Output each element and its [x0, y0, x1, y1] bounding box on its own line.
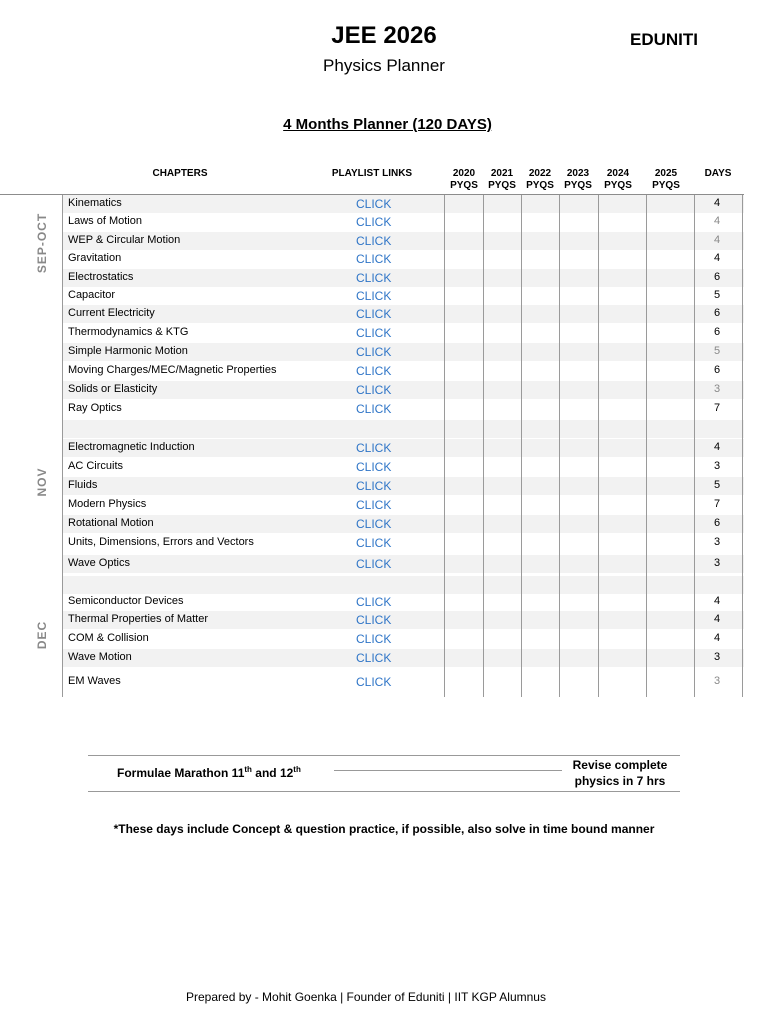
month-label-nov: NOV [35, 467, 49, 497]
brand-name: EDUNITI [630, 30, 698, 49]
playlist-link[interactable]: CLICK [356, 536, 392, 550]
page-title: JEE 2026 [331, 22, 437, 49]
row-stripe [62, 576, 744, 594]
chapter-name: WEP & Circular Motion [68, 234, 181, 246]
chapter-days: 3 [713, 536, 721, 548]
playlist-link[interactable]: CLICK [356, 460, 392, 474]
playlist-link[interactable]: CLICK [356, 498, 392, 512]
column-divider [62, 195, 63, 697]
chapter-days: 6 [713, 271, 721, 283]
chapter-name: Moving Charges/MEC/Magnetic Properties [68, 364, 277, 376]
column-divider [521, 195, 522, 697]
chapter-days: 4 [713, 234, 721, 246]
chapter-name: Current Electricity [68, 307, 155, 319]
playlist-link[interactable]: CLICK [356, 307, 392, 321]
chapter-days: 3 [713, 675, 721, 687]
playlist-link[interactable]: CLICK [356, 215, 392, 229]
playlist-link[interactable]: CLICK [356, 364, 392, 378]
playlist-link[interactable]: CLICK [356, 517, 392, 531]
chapter-name: Capacitor [68, 289, 116, 301]
chapter-days: 5 [713, 289, 721, 301]
chapter-days: 4 [713, 252, 721, 264]
chapter-days: 6 [713, 364, 721, 376]
year-header-2025: 2025 PYQS [652, 168, 680, 191]
year-header-2024: 2024 PYQS [604, 168, 632, 191]
chapter-name: EM Waves [68, 675, 121, 687]
chapter-name: Electrostatics [68, 271, 134, 283]
row-stripe [62, 305, 744, 323]
playlist-link[interactable]: CLICK [356, 289, 392, 303]
playlist-link[interactable]: CLICK [356, 557, 392, 571]
chapter-days: 5 [713, 479, 721, 491]
playlist-link[interactable]: CLICK [356, 345, 392, 359]
month-label-sep-oct: SEP-OCT [35, 212, 49, 274]
chapter-days: 6 [713, 307, 721, 319]
playlist-link[interactable]: CLICK [356, 197, 392, 211]
column-divider [598, 195, 599, 697]
chapter-name: Modern Physics [68, 498, 147, 510]
header-divider [0, 194, 744, 195]
playlist-link[interactable]: CLICK [356, 326, 392, 340]
chapter-name: Kinematics [68, 197, 122, 209]
playlist-link[interactable]: CLICK [356, 479, 392, 493]
chapter-days: 6 [713, 326, 721, 338]
chapter-days: 4 [713, 441, 721, 453]
row-stripe [62, 269, 744, 287]
chapter-name: Thermodynamics & KTG [68, 326, 189, 338]
chapter-name: Electromagnetic Induction [68, 441, 195, 453]
chapter-days: 6 [713, 517, 721, 529]
marathon-divider-bottom [88, 791, 680, 792]
marathon-divider-middle [334, 770, 562, 771]
chapter-days: 3 [713, 557, 721, 569]
chapter-days: 3 [713, 651, 721, 663]
chapter-name: Semiconductor Devices [68, 595, 184, 607]
playlist-link[interactable]: CLICK [356, 632, 392, 646]
plan-title: 4 Months Planner (120 DAYS) [283, 116, 492, 133]
playlist-link[interactable]: CLICK [356, 595, 392, 609]
chapter-days: 5 [713, 345, 721, 357]
playlist-link[interactable]: CLICK [356, 402, 392, 416]
playlist-link[interactable]: CLICK [356, 651, 392, 665]
practice-note: *These days include Concept & question practice, if possible, also solve in time bound manner [113, 822, 655, 836]
chapter-name: AC Circuits [68, 460, 124, 472]
chapter-days: 4 [713, 632, 721, 644]
row-stripe [62, 381, 744, 399]
chapter-name: Wave Motion [68, 651, 132, 663]
playlist-link[interactable]: CLICK [356, 441, 392, 455]
column-divider [483, 195, 484, 697]
year-header-2023: 2023 PYQS [564, 168, 592, 191]
column-divider [694, 195, 695, 697]
column-divider [646, 195, 647, 697]
chapter-days: 4 [713, 613, 721, 625]
row-stripe [62, 555, 744, 573]
chapter-name: Rotational Motion [68, 517, 154, 529]
year-header-2021: 2021 PYQS [488, 168, 516, 191]
revise-physics-note: Revise complete physics in 7 hrs [572, 758, 668, 788]
chapter-name: Ray Optics [68, 402, 122, 414]
chapter-days: 4 [713, 595, 721, 607]
row-stripe [62, 649, 744, 667]
chapter-name: Thermal Properties of Matter [68, 613, 208, 625]
column-divider [742, 195, 743, 697]
row-stripe [62, 477, 744, 495]
chapter-name: Fluids [68, 479, 98, 491]
row-stripe [62, 420, 744, 438]
chapter-name: Gravitation [68, 252, 122, 264]
row-stripe [62, 195, 744, 213]
chapters-header: CHAPTERS [152, 168, 208, 179]
playlist-link[interactable]: CLICK [356, 271, 392, 285]
chapter-days: 3 [713, 383, 721, 395]
playlist-link[interactable]: CLICK [356, 675, 392, 689]
chapter-name: COM & Collision [68, 632, 149, 644]
days-header: DAYS [704, 168, 732, 179]
chapter-name: Wave Optics [68, 557, 130, 569]
footer-credit: Prepared by - Mohit Goenka | Founder of Eduniti | IIT KGP Alumnus [186, 990, 546, 1004]
playlist-link[interactable]: CLICK [356, 252, 392, 266]
row-stripe [62, 515, 744, 533]
column-divider [559, 195, 560, 697]
formulae-marathon-label: Formulae Marathon 11th and 12th [117, 765, 301, 780]
chapter-days: 7 [713, 402, 721, 414]
playlist-link[interactable]: CLICK [356, 234, 392, 248]
chapter-days: 3 [713, 460, 721, 472]
chapter-name: Solids or Elasticity [68, 383, 158, 395]
year-header-2020: 2020 PYQS [450, 168, 478, 191]
year-header-2022: 2022 PYQS [526, 168, 554, 191]
chapter-days: 7 [713, 498, 721, 510]
page-subtitle: Physics Planner [323, 56, 445, 75]
playlist-header: PLAYLIST LINKS [331, 168, 413, 179]
chapter-days: 4 [713, 215, 721, 227]
playlist-link[interactable]: CLICK [356, 383, 392, 397]
chapter-days: 4 [713, 197, 721, 209]
chapter-name: Laws of Motion [68, 215, 142, 227]
chapter-name: Units, Dimensions, Errors and Vectors [68, 536, 254, 548]
column-divider [444, 195, 445, 697]
month-label-dec: DEC [35, 620, 49, 650]
chapter-name: Simple Harmonic Motion [68, 345, 188, 357]
marathon-divider-top [88, 755, 680, 756]
playlist-link[interactable]: CLICK [356, 613, 392, 627]
